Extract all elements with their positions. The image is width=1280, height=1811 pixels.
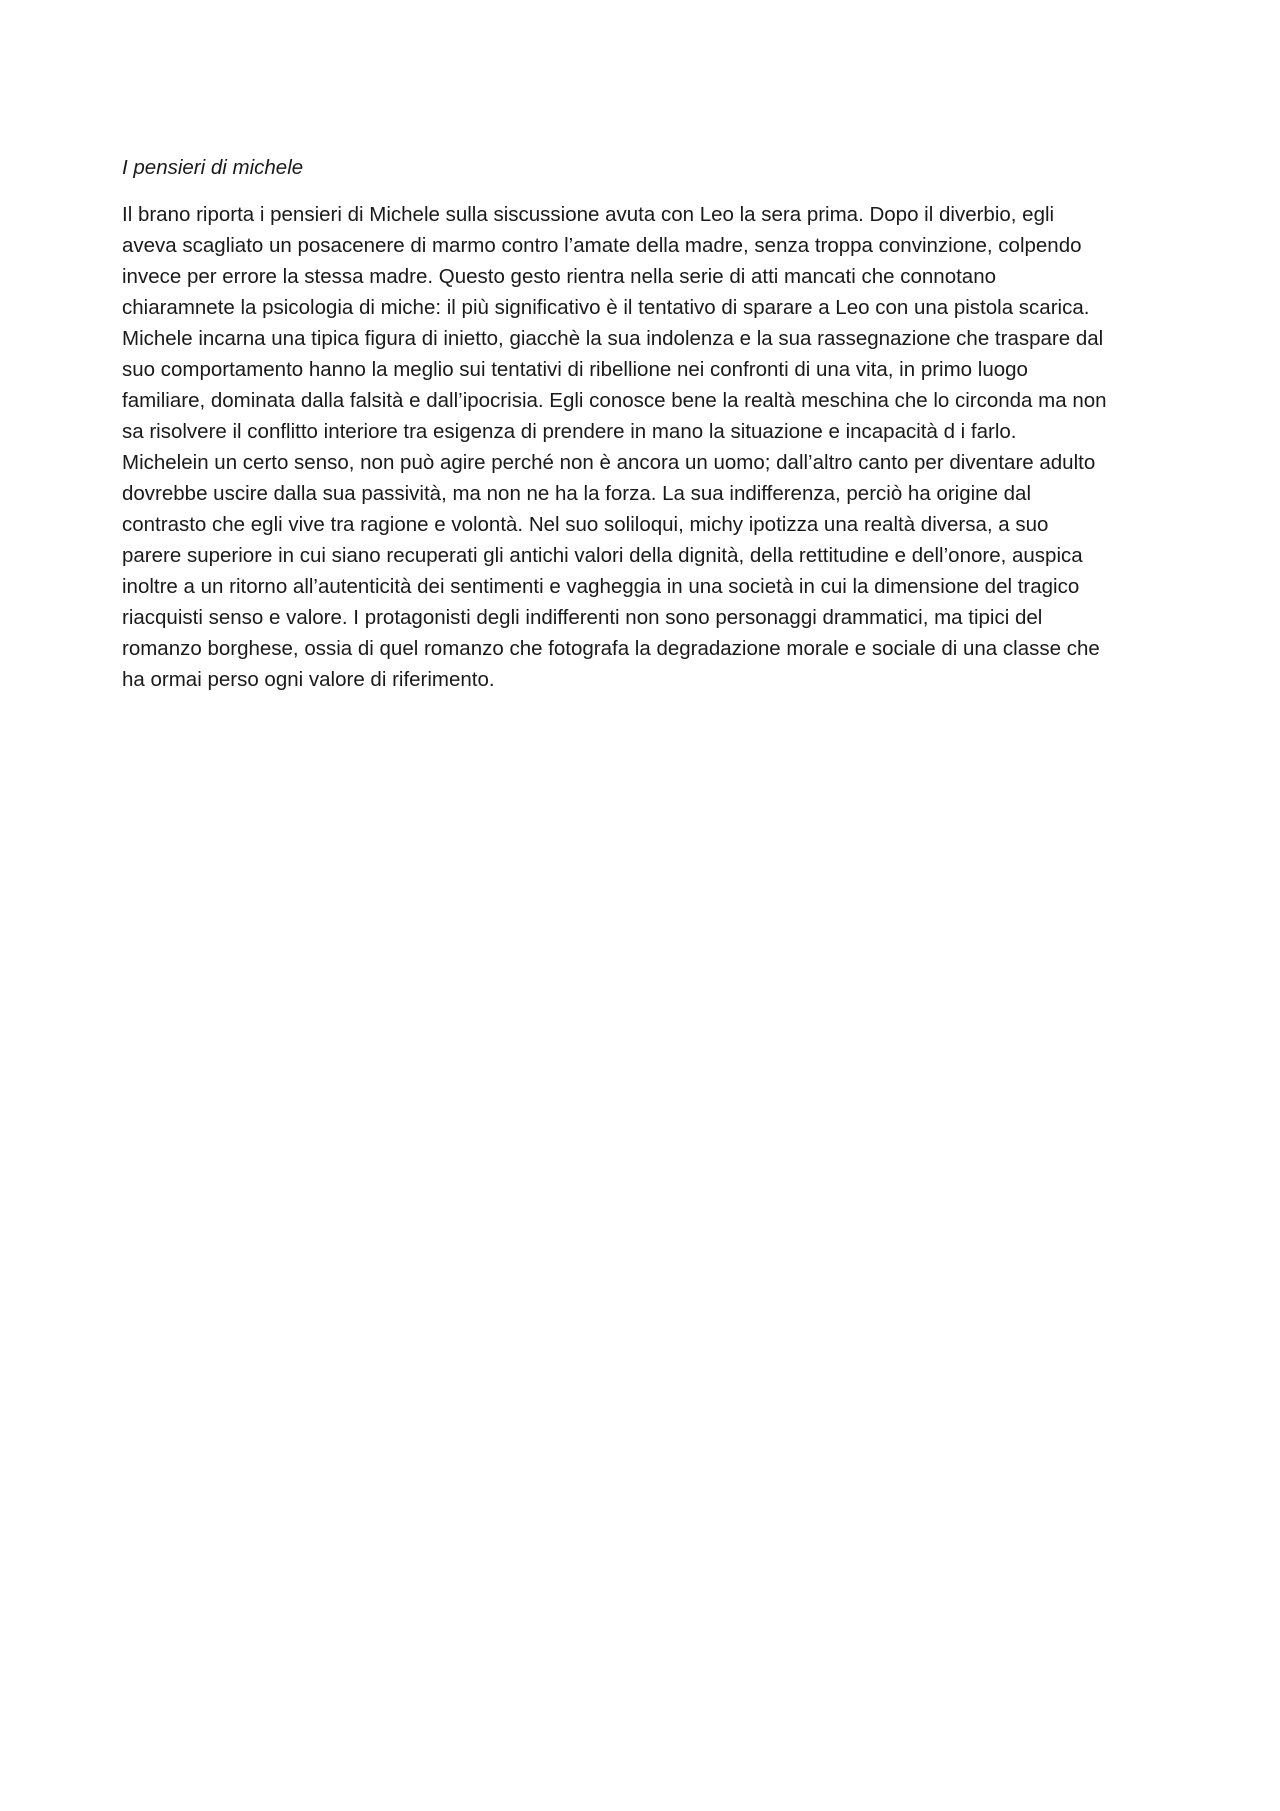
- paragraph-line: aveva scagliato un posacenere di marmo contro l’amate della madre, senza troppa convinzione, colpendo: [122, 234, 1082, 257]
- document-paragraph: [122, 199, 1167, 695]
- paragraph-line: chiaramnete la psicologia di miche: il più significativo è il tentativo di sparare a Leo con una pistola scarica.: [122, 296, 1090, 319]
- document-title: I pensieri di michele: [122, 156, 304, 179]
- paragraph-line: parere superiore in cui siano recuperati gli antichi valori della dignità, della rettitudine e dell’onore, auspica: [122, 544, 1083, 567]
- paragraph-line: dovrebbe uscire dalla sua passività, ma non ne ha la forza. La sua indifferenza, perciò ha origine dal: [122, 482, 1032, 505]
- paragraph-line: riacquisti senso e valore. I protagonisti degli indifferenti non sono personaggi drammatici, ma tipici del: [122, 606, 1043, 629]
- paragraph-line: familiare, dominata dalla falsità e dall’ipocrisia. Egli conosce bene la realtà meschina che lo circonda ma non: [122, 389, 1107, 412]
- paragraph-line: inoltre a un ritorno all’autenticità dei sentimenti e vagheggia in una società in cui la dimensione del tragico: [122, 575, 1080, 598]
- paragraph-line: contrasto che egli vive tra ragione e volontà. Nel suo soliloqui, michy ipotizza una realtà diversa, a suo: [122, 513, 1049, 536]
- paragraph-line: sa risolvere il conflitto interiore tra esigenza di prendere in mano la situazione e incapacità d i farlo.: [122, 420, 1017, 443]
- paragraph-line: suo comportamento hanno la meglio sui tentativi di ribellione nei confronti di una vita, in primo luogo: [122, 358, 1028, 381]
- document-content: [122, 152, 1167, 695]
- paragraph-line: invece per errore la stessa madre. Questo gesto rientra nella serie di atti mancati che connotano: [122, 265, 996, 288]
- paragraph-line: Michelein un certo senso, non può agire perché non è ancora un uomo; dall’altro canto per diventare adulto: [122, 451, 1096, 474]
- paragraph-line: ha ormai perso ogni valore di riferimento.: [122, 668, 495, 691]
- paragraph-line: Michele incarna una tipica figura di inietto, giacchè la sua indolenza e la sua rassegnazione che traspare dal: [122, 327, 1104, 350]
- paragraph-line: Il brano riporta i pensieri di Michele sulla siscussione avuta con Leo la sera prima. Dopo il diverbio, egli: [122, 203, 1055, 226]
- paragraph-line: romanzo borghese, ossia di quel romanzo che fotografa la degradazione morale e sociale di una classe che: [122, 637, 1100, 660]
